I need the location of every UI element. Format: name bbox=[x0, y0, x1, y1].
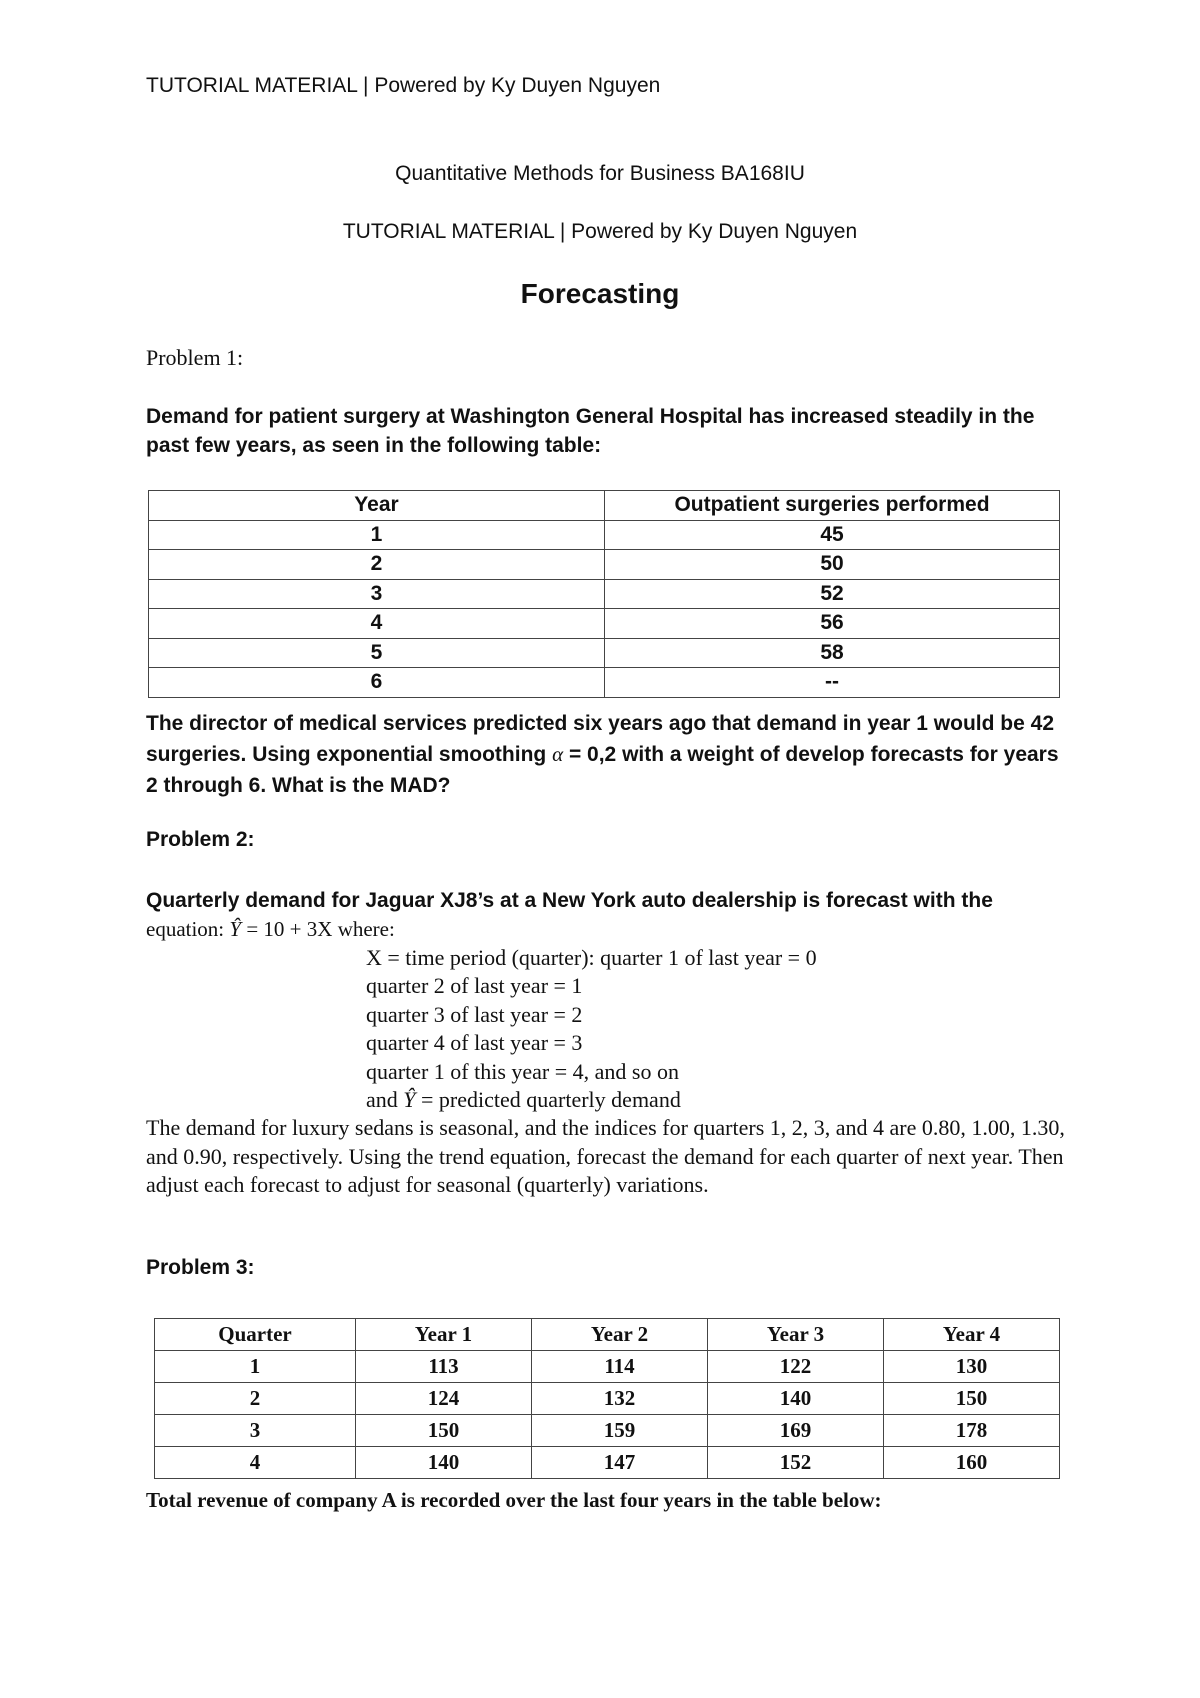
column-header-surgeries: Outpatient surgeries performed bbox=[605, 491, 1060, 521]
table-cell: 6 bbox=[149, 668, 605, 698]
problem2-intro bbox=[146, 886, 1076, 944]
table-header-row bbox=[155, 1319, 1060, 1351]
problem1-label: Problem 1: bbox=[146, 345, 244, 370]
revenue-table bbox=[154, 1318, 1060, 1479]
course-title: Quantitative Methods for Business BA168IU bbox=[395, 162, 805, 185]
table-cell: 3 bbox=[155, 1415, 356, 1447]
table-row bbox=[155, 1383, 1060, 1415]
problem1-text-part2: with a weight of develop forecasts for years 2 through 6. What is the MAD? bbox=[146, 743, 1059, 797]
equation-prefix: equation: bbox=[146, 917, 230, 941]
table-cell: 140 bbox=[708, 1383, 884, 1415]
column-header-year-3: Year 3 bbox=[708, 1319, 884, 1351]
table-row bbox=[149, 609, 1060, 639]
table-header-row bbox=[149, 491, 1060, 521]
table-cell: 56 bbox=[605, 609, 1060, 639]
table-row bbox=[155, 1351, 1060, 1383]
y-hat-symbol: Ŷ bbox=[229, 917, 242, 941]
table-row bbox=[149, 520, 1060, 550]
table-cell: 52 bbox=[605, 579, 1060, 609]
table-cell: 150 bbox=[356, 1415, 532, 1447]
table-cell: 113 bbox=[356, 1351, 532, 1383]
definition-rest: = predicted quarterly demand bbox=[415, 1087, 681, 1113]
equation-rest: = 10 + 3X where: bbox=[241, 917, 395, 941]
table-row bbox=[149, 550, 1060, 580]
table-row bbox=[149, 638, 1060, 668]
column-header-year-2: Year 2 bbox=[532, 1319, 708, 1351]
column-header-year-1: Year 1 bbox=[356, 1319, 532, 1351]
table-cell: 140 bbox=[356, 1447, 532, 1479]
table-cell: 45 bbox=[605, 520, 1060, 550]
column-header-year: Year bbox=[149, 491, 605, 521]
problem1-intro: Demand for patient surgery at Washington General Hospital has increased steadily in the past few years, as seen in the following table: bbox=[146, 405, 1035, 457]
table-cell: 152 bbox=[708, 1447, 884, 1479]
y-hat-symbol: Ŷ bbox=[403, 1087, 416, 1113]
column-header-year-4: Year 4 bbox=[884, 1319, 1060, 1351]
table-row bbox=[155, 1447, 1060, 1479]
column-header-quarter: Quarter bbox=[155, 1319, 356, 1351]
table-row bbox=[149, 668, 1060, 698]
definition-line: X = time period (quarter): quarter 1 of last year = 0 bbox=[366, 945, 817, 970]
table-cell: 2 bbox=[155, 1383, 356, 1415]
definition-line bbox=[366, 1086, 817, 1114]
table-row bbox=[149, 579, 1060, 609]
problem2-intro-bold: Quarterly demand for Jaguar XJ8’s at a New York auto dealership is forecast with the bbox=[146, 889, 993, 912]
table-cell: 160 bbox=[884, 1447, 1060, 1479]
problem1-text-part1: The director of medical services predicted six years ago that demand in year 1 would be 42 surgeries. Using exponential smoothing bbox=[146, 712, 1054, 766]
surgeries-table bbox=[148, 490, 1060, 698]
table-cell: 130 bbox=[884, 1351, 1060, 1383]
subtitle: TUTORIAL MATERIAL | Powered by Ky Duyen Nguyen bbox=[342, 220, 858, 243]
problem1-question bbox=[146, 708, 1076, 801]
page-title: Forecasting bbox=[520, 278, 680, 309]
table-cell: 2 bbox=[149, 550, 605, 580]
table-cell: 1 bbox=[149, 520, 605, 550]
definition-line: quarter 1 of this year = 4, and so on bbox=[366, 1058, 679, 1084]
alpha-value: = 0,2 bbox=[563, 743, 617, 766]
problem2-question: The demand for luxury sedans is seasonal, and the indices for quarters 1, 2, 3, and 4 are 0.80, 1.00, 1.30, and 0.90, respectively. Using the trend equation, forecast the demand for each quarter of next year. Then adjust each forecast to adjust for seasonal (quarterly) variations. bbox=[146, 1115, 1065, 1197]
definition-line: quarter 2 of last year = 1 bbox=[366, 973, 583, 999]
definition-prefix: and bbox=[366, 1087, 404, 1113]
table-cell: 5 bbox=[149, 638, 605, 668]
table-cell: 122 bbox=[708, 1351, 884, 1383]
table-row bbox=[155, 1415, 1060, 1447]
table-cell: 3 bbox=[149, 579, 605, 609]
problem3-label: Problem 3: bbox=[146, 1256, 255, 1279]
definition-line: quarter 4 of last year = 3 bbox=[366, 1030, 583, 1056]
problem2-equation bbox=[146, 915, 1076, 944]
table-cell: 147 bbox=[532, 1447, 708, 1479]
table-cell: 58 bbox=[605, 638, 1060, 668]
definition-line: quarter 3 of last year = 2 bbox=[366, 1001, 583, 1027]
table-cell: -- bbox=[605, 668, 1060, 698]
table-cell: 150 bbox=[884, 1383, 1060, 1415]
page-header: TUTORIAL MATERIAL | Powered by Ky Duyen Nguyen bbox=[146, 74, 661, 97]
table-cell: 132 bbox=[532, 1383, 708, 1415]
alpha-symbol: α bbox=[552, 742, 564, 766]
table-cell: 1 bbox=[155, 1351, 356, 1383]
table-cell: 124 bbox=[356, 1383, 532, 1415]
problem2-label: Problem 2: bbox=[146, 828, 255, 851]
time-period-definitions bbox=[366, 944, 817, 1114]
problem3-text: Total revenue of company A is recorded over the last four years in the table below: bbox=[146, 1488, 882, 1512]
table-cell: 50 bbox=[605, 550, 1060, 580]
table-cell: 4 bbox=[155, 1447, 356, 1479]
table-cell: 169 bbox=[708, 1415, 884, 1447]
table-cell: 159 bbox=[532, 1415, 708, 1447]
table-cell: 178 bbox=[884, 1415, 1060, 1447]
table-cell: 114 bbox=[532, 1351, 708, 1383]
table-cell: 4 bbox=[149, 609, 605, 639]
